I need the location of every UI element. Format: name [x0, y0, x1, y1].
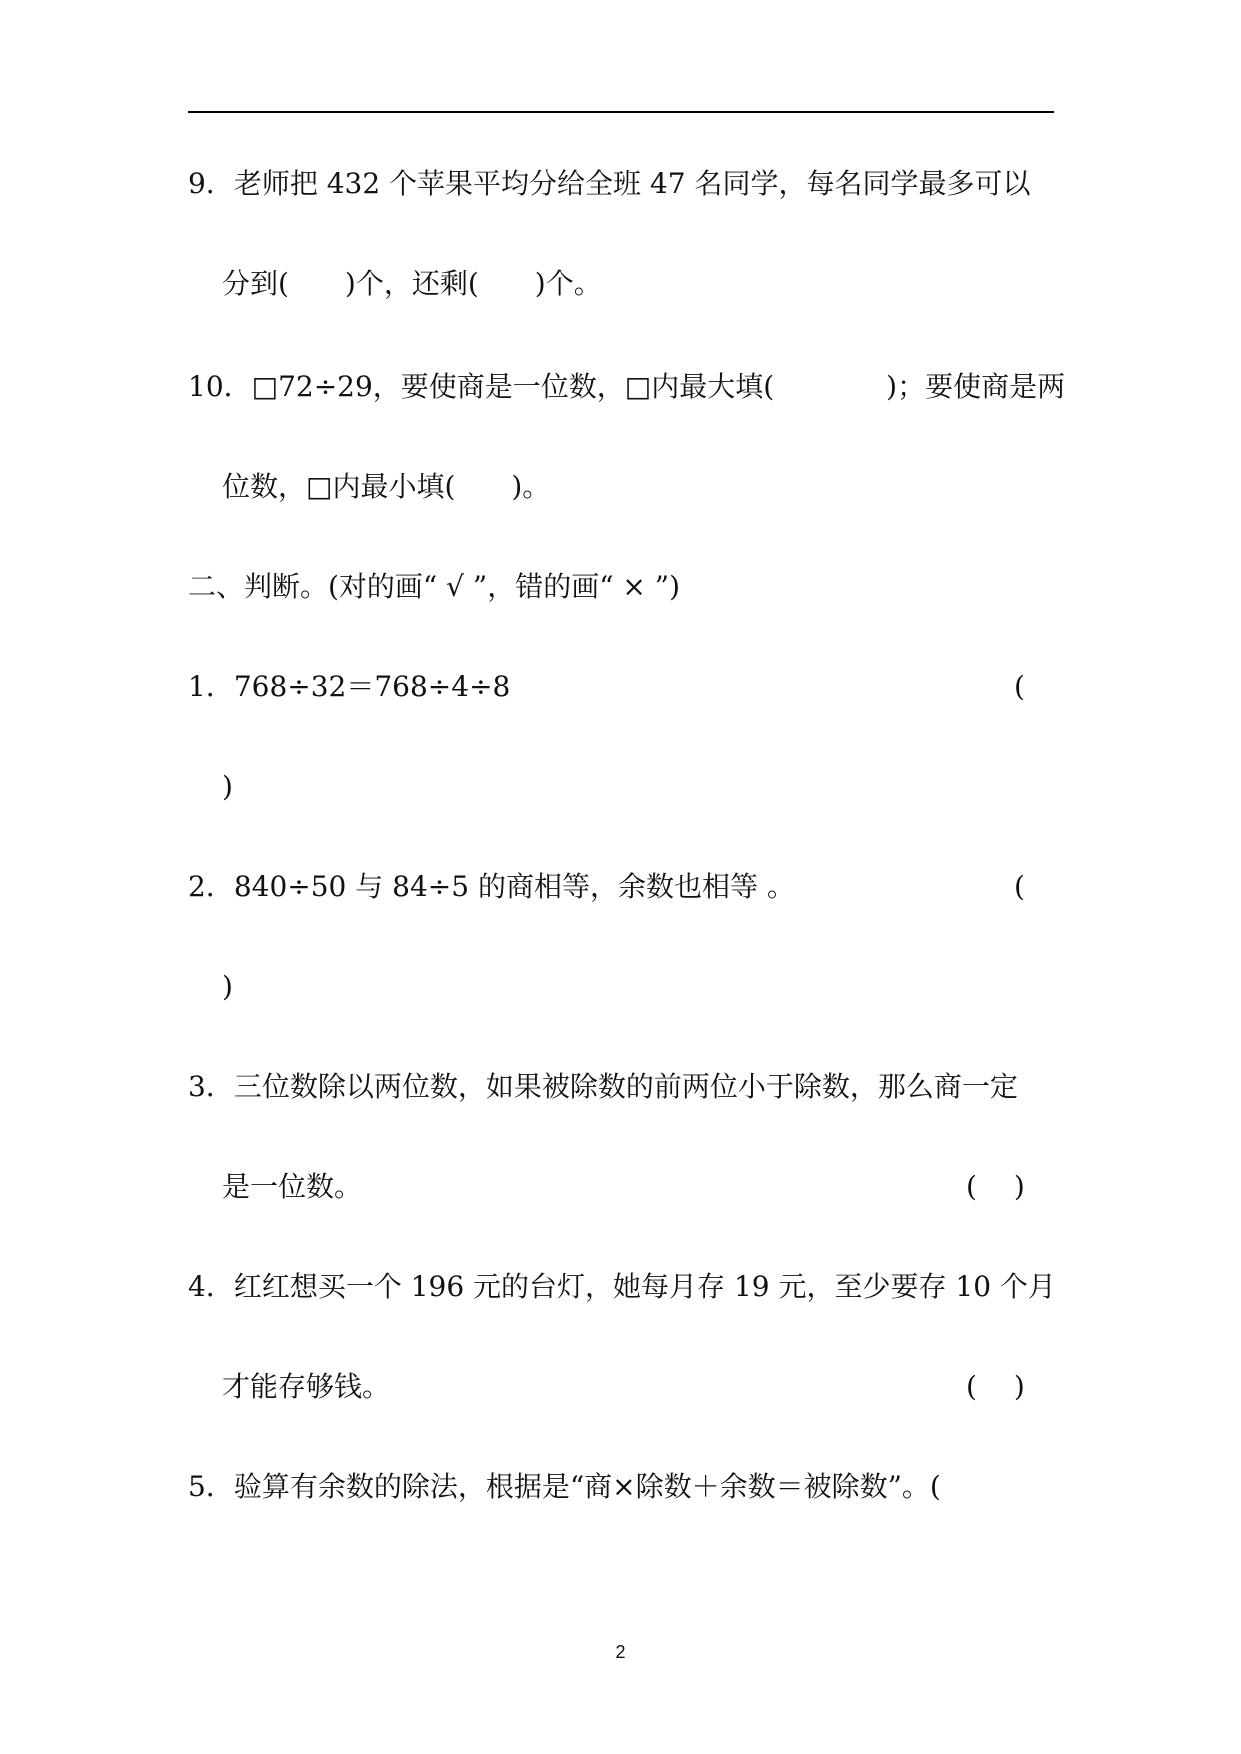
judge4-answer-paren: ( ) — [966, 1370, 1025, 1403]
judge4-line2: 才能存够钱。 — [222, 1370, 391, 1403]
judge1-text: 1．768÷32＝768÷4÷8 — [188, 670, 511, 703]
header-rule — [188, 111, 1054, 113]
judge1-paren-close: ) — [222, 770, 233, 803]
page-number: 2 — [615, 1642, 626, 1662]
judge2-paren-close: ) — [222, 970, 233, 1003]
q10-line1: 10．□72÷29，要使商是一位数，□内最大填( )；要使商是两 — [188, 370, 1066, 403]
judge5-line1: 5．验算有余数的除法，根据是“商×除数＋余数＝被除数”。( — [188, 1470, 941, 1503]
judge3-line2: 是一位数。 — [222, 1170, 363, 1203]
judge3-line1: 3．三位数除以两位数，如果被除数的前两位小于除数，那么商一定 — [188, 1070, 1018, 1103]
q10-line2: 位数，□内最小填( )。 — [222, 470, 551, 503]
judge2-text: 2．840÷50 与 84÷5 的商相等，余数也相等 。 — [188, 870, 795, 903]
judge2-paren-open: ( — [1014, 870, 1025, 903]
q9-line2: 分到( )个，还剩( )个。 — [222, 267, 602, 300]
q9-line1: 9．老师把 432 个苹果平均分给全班 47 名同学，每名同学最多可以 — [188, 167, 1031, 200]
judge4-line1: 4．红红想买一个 196 元的台灯，她每月存 19 元，至少要存 10 个月 — [188, 1270, 1056, 1303]
section2-heading: 二、判断。(对的画“ √ ”，错的画“ × ”) — [188, 570, 681, 603]
judge1-paren-open: ( — [1014, 670, 1025, 703]
judge3-answer-paren: ( ) — [966, 1170, 1025, 1203]
